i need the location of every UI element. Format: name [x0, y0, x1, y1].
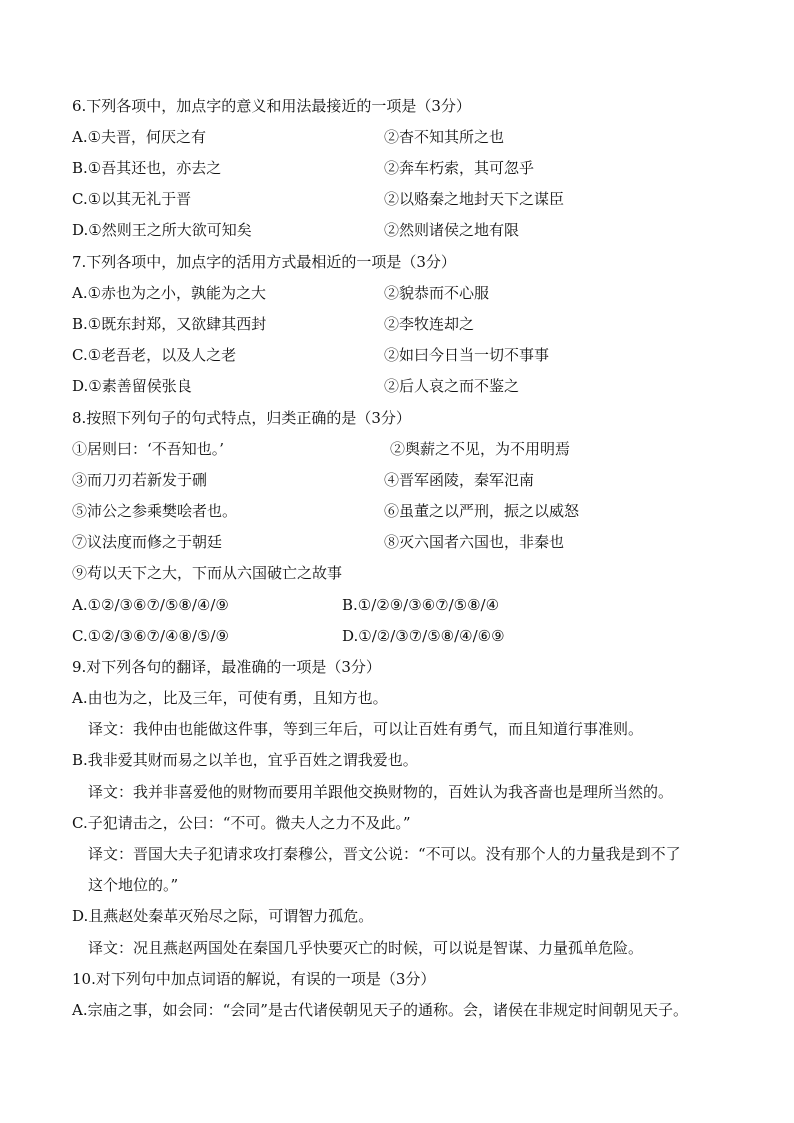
q6-option-d-1: D.①然则王之所大欲可知矣	[72, 221, 252, 239]
q6-option-a	[72, 127, 762, 147]
q8-sentence-2: ②舆薪之不见，为不用明焉	[390, 440, 571, 458]
q7-option-a	[72, 283, 762, 303]
q6-option-c-2: ②以赂秦之地封天下之谋臣	[384, 190, 565, 208]
q9-option-b-translation: 译文：我并非喜爱他的财物而要用羊跟他交换财物的，百姓认为我吝啬也是理所当然的。	[88, 783, 674, 801]
q8-options-row-1	[72, 595, 762, 615]
q9-option-d-translation: 译文：况且燕赵两国处在秦国几乎快要灭亡的时候，可以说是智谋、力量孤单危险。	[88, 939, 644, 957]
q9-option-c-translation-2: 这个地位的。”	[88, 876, 179, 894]
q8-sentence-3: ③而刀刃若新发于硎	[72, 471, 208, 489]
q8-sentence-row-2	[72, 470, 762, 490]
q8-option-d: D.①/②/③⑦/⑤⑧/④/⑥⑨	[342, 627, 505, 645]
question-6-stem: 6.下列各项中，加点字的意义和用法最接近的一项是（3分）	[72, 97, 471, 115]
q8-sentence-row-3	[72, 501, 762, 521]
q6-option-c	[72, 189, 762, 209]
q9-option-b: B.我非爱其财而易之以羊也，宜乎百姓之谓我爱也。	[72, 751, 418, 769]
q6-option-a-2: ②杳不知其所之也	[384, 128, 505, 146]
q8-sentence-5: ⑤沛公之参乘樊哙者也。	[72, 502, 238, 520]
q6-option-a-1: A.①夫晋，何厌之有	[72, 128, 207, 146]
q8-sentence-row-4	[72, 532, 762, 552]
q6-option-b-2: ②奔车朽索，其可忽乎	[384, 159, 535, 177]
q9-option-a-translation: 译文：我仲由也能做这件事，等到三年后，可以让百姓有勇气，而且知道行事准则。	[88, 720, 644, 738]
q6-option-b-1: B.①吾其还也，亦去之	[72, 159, 222, 177]
q6-option-d	[72, 220, 762, 240]
q8-option-a: A.①②/③⑥⑦/⑤⑧/④/⑨	[72, 596, 229, 614]
q6-option-d-2: ②然则诸侯之地有限	[384, 221, 520, 239]
q8-sentence-row-1	[72, 439, 762, 459]
q7-option-d-2: ②后人哀之而不鉴之	[384, 377, 520, 395]
q10-option-a: A.宗庙之事，如会同：“会同”是古代诸侯朝见天子的通称。会，诸侯在非规定时间朝见天子。	[72, 1001, 688, 1019]
question-8-stem: 8.按照下列句子的句式特点，归类正确的是（3分）	[72, 409, 411, 427]
q8-sentence-9: ⑨苟以天下之大，下而从六国破亡之故事	[72, 564, 343, 582]
q9-option-c-translation-1: 译文：晋国大夫子犯请求攻打秦穆公，晋文公说：“不可以。没有那个人的力量我是到不了	[88, 845, 681, 863]
q8-sentence-4: ④晋军函陵，秦军氾南	[384, 471, 535, 489]
question-7-stem: 7.下列各项中，加点字的活用方式最相近的一项是（3分）	[72, 253, 456, 271]
q9-option-c: C.子犯请击之，公曰：“不可。微夫人之力不及此。”	[72, 814, 411, 832]
q9-option-d: D.且燕赵处秦革灭殆尽之际，可谓智力孤危。	[72, 907, 374, 925]
q8-option-c: C.①②/③⑥⑦/④⑧/⑤/⑨	[72, 627, 229, 645]
q6-option-c-1: C.①以其无礼于晋	[72, 190, 192, 208]
q7-option-b-1: B.①既东封郑，又欲肆其西封	[72, 315, 267, 333]
q7-option-c	[72, 345, 762, 365]
q7-option-c-2: ②如曰今日当一切不事事	[384, 346, 550, 364]
q7-option-d	[72, 376, 762, 396]
q7-option-b	[72, 314, 762, 334]
q8-options-row-2	[72, 626, 762, 646]
q8-sentence-1: ①居则曰：‘不吾知也。’	[72, 440, 225, 458]
question-10-stem: 10.对下列句中加点词语的解说，有误的一项是（3分）	[72, 970, 436, 988]
q8-sentence-8: ⑧灭六国者六国也，非秦也	[384, 533, 565, 551]
q8-option-b: B.①/②⑨/③⑥⑦/⑤⑧/④	[342, 596, 500, 614]
q7-option-a-1: A.①赤也为之小，孰能为之大	[72, 284, 267, 302]
q7-option-b-2: ②李牧连却之	[384, 315, 475, 333]
q7-option-a-2: ②貌恭而不心服	[384, 284, 490, 302]
question-9-stem: 9.对下列各句的翻译，最准确的一项是（3分）	[72, 658, 381, 676]
q7-option-c-1: C.①老吾老，以及人之老	[72, 346, 237, 364]
q8-sentence-6: ⑥虽董之以严刑，振之以威怒	[384, 502, 580, 520]
q9-option-a: A.由也为之，比及三年，可使有勇，且知方也。	[72, 689, 388, 707]
q8-sentence-7: ⑦议法度而修之于朝廷	[72, 533, 223, 551]
q6-option-b	[72, 158, 762, 178]
q7-option-d-1: D.①素善留侯张良	[72, 377, 192, 395]
